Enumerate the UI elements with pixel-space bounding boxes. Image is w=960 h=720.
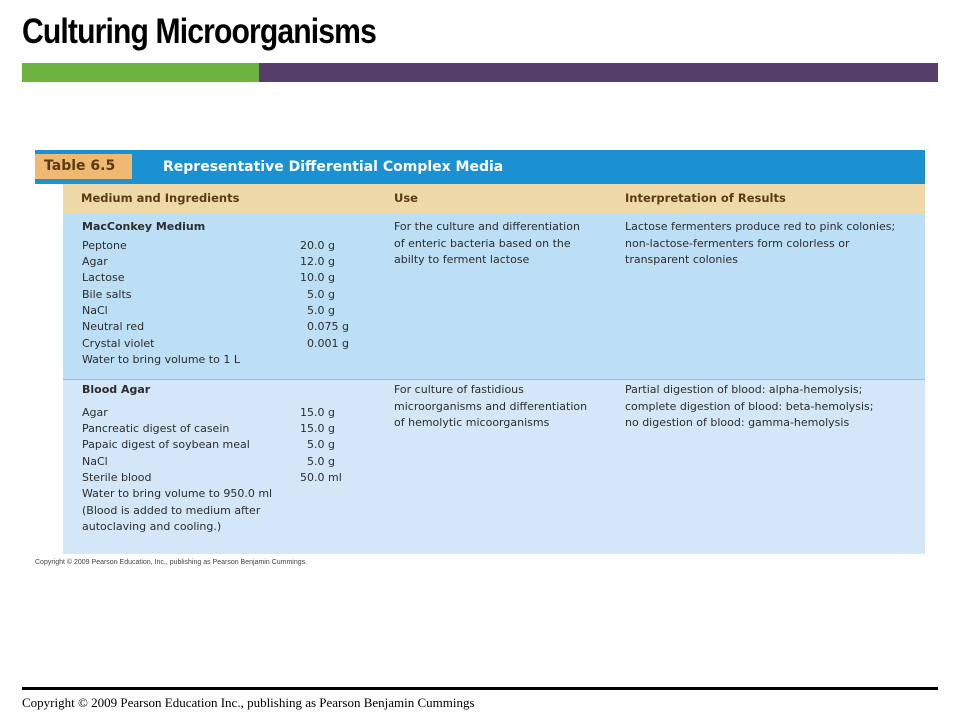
use-cell: For culture of fastidious microorganisms and differentiation of hemolytic micoorganisms [394, 383, 588, 429]
slide-title: Culturing Microorganisms [22, 12, 376, 51]
ingredient-note: Water to bring volume to 1 L [82, 353, 240, 367]
accent-bar-purple [259, 63, 938, 82]
ingredient-row [82, 270, 382, 286]
ingredient-name: NaCl [82, 304, 108, 318]
medium-name: Blood Agar [82, 383, 151, 396]
ingredient-name: Bile salts [82, 287, 132, 301]
table-column-header [63, 184, 925, 213]
ingredient-row [82, 437, 382, 453]
row-macconkey [63, 213, 925, 379]
ingredient-row [82, 303, 382, 319]
table-label: Table 6.5 [35, 154, 132, 179]
ingredient-row [82, 254, 382, 270]
accent-bar-green [22, 63, 259, 82]
ingredient-quantity: 5.0 g [300, 304, 335, 318]
interpretation-cell: Lactose fermenters produce red to pink colonies; non-lactose-fermenters form colorless or transparent colonies [625, 220, 896, 266]
ingredient-row [82, 421, 382, 437]
use-cell: For the culture and differentiation of enteric bacteria based on the abilty to ferment lactose [394, 220, 580, 266]
medium-name: MacConkey Medium [82, 220, 206, 233]
ingredient-quantity: 20.0 g [300, 238, 335, 252]
ingredient-quantity: 5.0 g [300, 438, 335, 452]
ingredient-name: Pancreatic digest of casein [82, 421, 230, 435]
ingredient-list [82, 405, 382, 487]
ingredient-quantity: 50.0 ml [300, 471, 342, 485]
ingredient-quantity: 5.0 g [300, 287, 335, 301]
row-divider [63, 379, 925, 380]
table-left-margin [35, 184, 63, 554]
ingredient-name: Lactose [82, 271, 125, 285]
medium-cell [82, 382, 382, 536]
column-header-medium: Medium and Ingredients [81, 191, 240, 205]
ingredient-list [82, 238, 382, 353]
ingredient-name: Papaic digest of soybean meal [82, 438, 250, 452]
table-copyright: Copyright © 2009 Pearson Education, Inc., publishing as Pearson Benjamin Cummings. [35, 559, 308, 566]
ingredient-name: Agar [82, 405, 108, 419]
slide-footer: Copyright © 2009 Pearson Education Inc., publishing as Pearson Benjamin Cummings [22, 695, 475, 710]
table-header-band [35, 150, 925, 184]
ingredient-quantity: 0.001 g [300, 336, 349, 350]
ingredient-note: Water to bring volume to 950.0 ml (Blood is added to medium after autoclaving and cooling.) [82, 487, 273, 534]
table-title: Representative Differential Complex Media [163, 159, 504, 175]
ingredient-row [82, 405, 382, 421]
footer-rule [22, 687, 938, 690]
ingredient-row [82, 319, 382, 335]
ingredient-quantity: 15.0 g [300, 405, 335, 419]
ingredient-quantity: 0.075 g [300, 320, 349, 334]
ingredient-quantity: 12.0 g [300, 254, 335, 268]
ingredient-row [82, 470, 382, 486]
ingredient-quantity: 10.0 g [300, 271, 335, 285]
row-blood-agar [63, 379, 925, 554]
ingredient-row [82, 287, 382, 303]
ingredient-quantity: 5.0 g [300, 454, 335, 468]
ingredient-row [82, 336, 382, 352]
ingredient-name: Crystal violet [82, 336, 155, 350]
interpretation-cell: Partial digestion of blood: alpha-hemolysis; complete digestion of blood: beta-hemolysis; no digestion of blood: gamma-hemolysis [625, 383, 874, 429]
ingredient-name: Sterile blood [82, 471, 152, 485]
ingredient-name: NaCl [82, 454, 108, 468]
ingredient-name: Agar [82, 254, 108, 268]
ingredient-name: Peptone [82, 238, 127, 252]
column-header-use: Use [394, 191, 418, 205]
ingredient-row [82, 238, 382, 254]
column-header-interpretation: Interpretation of Results [625, 191, 786, 205]
ingredient-quantity: 15.0 g [300, 421, 335, 435]
ingredient-name: Neutral red [82, 320, 145, 334]
medium-cell [82, 219, 382, 369]
ingredient-row [82, 454, 382, 470]
media-table [35, 150, 925, 555]
